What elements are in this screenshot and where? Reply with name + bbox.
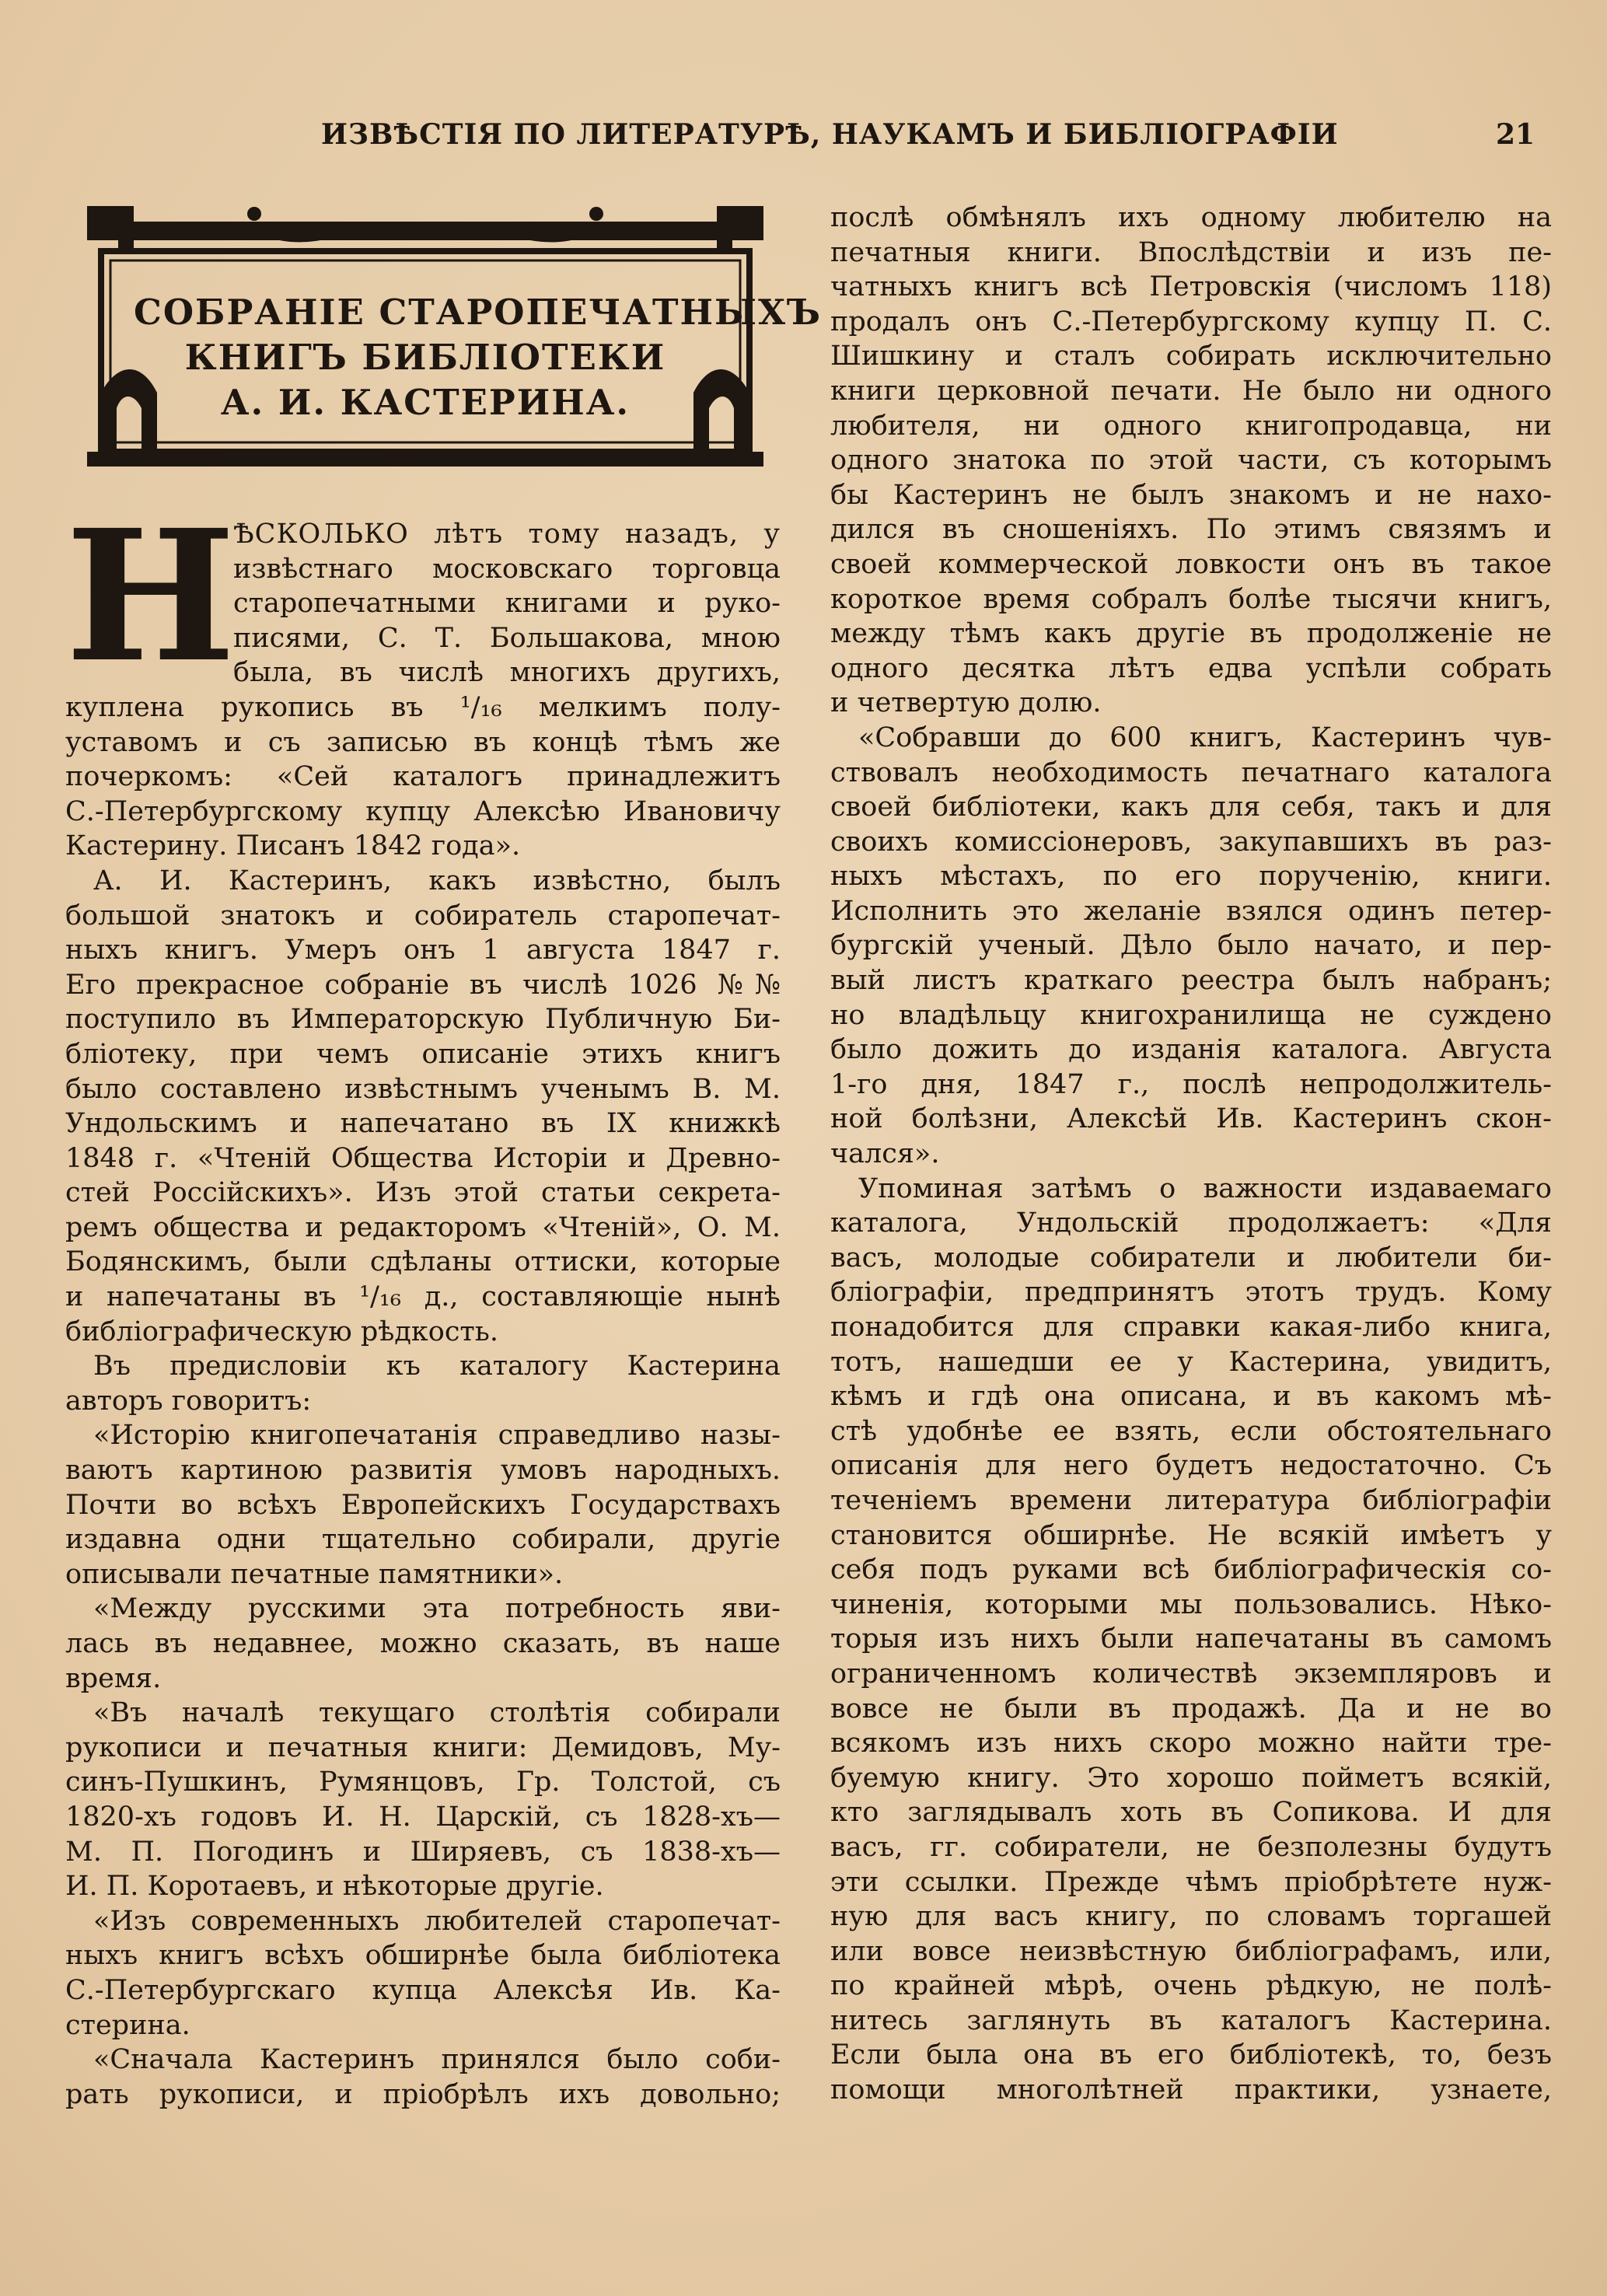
article-title [134,290,823,425]
text-line: издавна одни тщательно собирали, другіе [65,1524,781,1556]
title-line: СОБРАНІЕ СТАРОПЕЧАТНЫХЪ [134,292,823,333]
text-line: Кастерину. Писанъ 1842 года». [65,830,521,862]
text-line: и напечатаны въ ¹/₁₆ д., составляющіе нынѣ [65,1281,781,1313]
text-line: книги церковной печати. Не было ни одного [830,375,1552,407]
text-line: Исполнить это желаніе взялся одинъ петер- [830,895,1552,927]
text-line: лась въ недавнее, можно сказать, въ наше [65,1628,781,1659]
text-line: описанія для него будетъ недостаточно. Съ [830,1450,1552,1482]
text-line: чался». [830,1138,940,1170]
title-line: А. И. КАСТЕРИНА. [220,382,631,423]
drop-cap: Н [65,490,236,702]
text-line: ной болѣзни, Алексѣй Ив. Кастеринъ скон- [830,1103,1552,1135]
text-line: ремъ общества и редакторомъ «Чтеній», О. М. [65,1211,781,1243]
text-line: своей коммерческой ловкости онъ въ такое [830,548,1552,580]
text-line: ограниченномъ количествѣ экземпляровъ и [830,1658,1552,1690]
article-title-box [87,206,823,467]
text-line: Если была она въ его библіотекѣ, то, безъ [830,2039,1552,2071]
text-line: была, въ числѣ многихъ другихъ, [233,657,781,689]
text-line: Въ предисловіи къ каталогу Кастерина [93,1351,781,1382]
text-line: было дожить до изданія каталога. Августа [830,1034,1552,1066]
text-line: Ундольскимъ и напечатано въ IX книжкѣ [65,1108,781,1140]
text-line: писями, С. Т. Большакова, мною [233,622,781,654]
text-line: рукописи и печатныя книги: Демидовъ, Му- [65,1732,781,1763]
text-line: синъ-Пушкинъ, Румянцовъ, Гр. Толстой, съ [65,1767,781,1798]
text-line: каталога, Ундольскій продолжаетъ: «Для [830,1207,1552,1239]
left-column-text [65,690,781,2112]
text-line: бургскій ученый. Дѣло было начато, и пер- [830,930,1552,962]
text-line: ваютъ картиною развитія умовъ народныхъ. [65,1455,781,1487]
text-line: куплена рукопись въ ¹/₁₆ мелкимъ полу- [65,691,781,723]
text-line: М. П. Погодинъ и Ширяевъ, съ 1838-хъ— [65,1836,781,1868]
text-line: «Въ началѣ текущаго столѣтія собирали [93,1697,781,1729]
text-line: ныхъ книгъ всѣхъ обширнѣе была библіотека [65,1940,781,1972]
text-line: чиненія, которыми мы пользовались. Нѣко- [830,1588,1552,1620]
text-line: тотъ, нашедши ее у Кастерина, увидитъ, [830,1346,1552,1378]
text-line: 1848 г. «Чтеній Общества Исторіи и Древно- [65,1142,781,1174]
text-line: нитесь заглянуть въ каталогъ Кастерина. [830,2004,1552,2036]
text-line: рать рукописи, и пріобрѣлъ ихъ довольно; [65,2078,781,2110]
title-line: КНИГЪ БИБЛІОТЕКИ [184,337,666,378]
opening-paragraph [65,490,781,702]
text-line: вый листъ краткаго реестра былъ набранъ; [830,965,1552,997]
text-line: любителя, ни одного книгопродавца, ни [830,410,1552,442]
text-line: бліотеку, при чемъ описаніе этихъ книгъ [65,1038,781,1070]
text-line: «Сначала Кастеринъ принялся было соби- [93,2044,781,2076]
text-line: печатныя книги. Впослѣдствіи и изъ пе- [830,236,1552,268]
text-line: теченіемъ времени литература библіографіи [830,1484,1552,1516]
text-line: продалъ онъ С.-Петербургскому купцу П. С. [830,306,1552,337]
text-line: между тѣмъ какъ другіе въ продолженіе не [830,618,1552,650]
left-column [65,490,781,2112]
text-line: кто заглядывалъ хоть въ Сопикова. И для [830,1797,1552,1829]
text-line: ныхъ мѣстахъ, по его порученію, книги. [830,861,1552,893]
text-line: стерина. [65,2009,190,2041]
text-line: извѣстнаго московскаго торговца [233,553,781,585]
text-line: почеркомъ: «Сей каталогъ принадлежитъ [65,761,781,793]
text-line: послѣ обмѣнялъ ихъ одному любителю на [830,202,1552,233]
text-line: кѣмъ и гдѣ она описана, и въ какомъ мѣ- [830,1381,1552,1413]
text-line: всякомъ изъ нихъ скоро можно найти тре- [830,1728,1552,1760]
text-line: помощи многолѣтней практики, узнаете, [830,2074,1552,2106]
text-line: бы Кастеринъ не былъ знакомъ и не нахо- [830,479,1552,511]
text-line: большой знатокъ и собиратель старопечат- [65,900,781,931]
text-line: становится обширнѣе. Не всякій имѣетъ у [830,1519,1552,1551]
text-line: чатныхъ книгъ всѣ Петровскія (числомъ 118) [830,271,1552,303]
text-line: или вовсе неизвѣстную библіографамъ, или, [830,1935,1552,1967]
text-line: «Между русскими эта потребность яви- [93,1593,781,1625]
text-line: Шишкину и сталъ собирать исключительно [830,341,1552,372]
text-line: одного знатока по этой части, съ которымъ [830,445,1552,477]
text-line: ствовалъ необходимость печатнаго каталога [830,757,1552,788]
text-line: 1820-хъ годовъ И. Н. Царскій, съ 1828-хъ— [65,1801,781,1833]
text-line: дился въ сношеніяхъ. По этимъ связямъ и [830,514,1552,546]
text-line: своей библіотеки, какъ для себя, такъ и для [830,792,1552,823]
text-line: 1-го дня, 1847 г., послѣ непродолжитель- [830,1068,1552,1100]
text-line: Его прекрасное собраніе въ числѣ 1026 №№ [65,969,781,1001]
text-line: своихъ комиссіонеровъ, закупавшихъ въ раз- [830,826,1552,858]
text-line: Упоминая затѣмъ о важности издаваемаго [858,1172,1552,1204]
text-line: «Исторію книгопечатанія справедливо назы- [93,1420,781,1452]
text-line: буемую книгу. Это хорошо пойметъ всякій, [830,1762,1552,1794]
text-line: поступило въ Императорскую Публичную Би- [65,1004,781,1036]
text-line: бліографіи, предпринятъ этотъ трудъ. Кому [830,1277,1552,1309]
text-line: ную для васъ книгу, по словамъ торгашей [830,1901,1552,1933]
text-line: торыя изъ нихъ были напечатаны въ самомъ [830,1623,1552,1655]
text-line: И. П. Коротаевъ, и нѣкоторые другіе. [65,1871,604,1903]
text-line: но владѣльцу книгохранилища не суждено [830,999,1552,1031]
text-line: авторъ говоритъ: [65,1385,312,1417]
header-title: ИЗВѢСТІЯ ПО ЛИТЕРАТУРѢ, НАУКАМЪ И БИБЛІОГРАФІИ [321,118,1339,151]
text-line: С.-Петербургскаго купца Алексѣя Ив. Ка- [65,1974,781,2006]
text-line: А. И. Кастеринъ, какъ извѣстно, былъ [93,865,781,896]
text-line: «Изъ современныхъ любителей старопечат- [93,1905,781,1937]
running-header [0,118,1607,165]
text-line: время. [65,1662,162,1694]
text-line: себя подъ руками всѣ библіографическія со- [830,1554,1552,1586]
text-line: васъ, молодые собиратели и любители би- [830,1242,1552,1274]
text-line: ѢСКОЛЬКО лѣтъ тому назадъ, у [233,519,781,550]
text-line: одного десятка лѣтъ едва успѣли собрать [830,652,1552,684]
text-line: короткое время собралъ болѣе тысячи книгъ, [830,583,1552,615]
text-line: васъ, гг. собиратели, не безполезны будутъ [830,1831,1552,1863]
right-column [830,201,1552,2108]
text-line: Бодянскимъ, были сдѣланы оттиски, которые [65,1246,781,1278]
page-number: 21 [1496,118,1535,151]
text-line: ныхъ книгъ. Умеръ онъ 1 августа 1847 г. [65,935,781,966]
text-line: и четвертую долю. [830,687,1102,719]
text-line: было составлено извѣстнымъ ученымъ В. М. [65,1073,781,1105]
text-line: уставомъ и съ записью въ концѣ тѣмъ же [65,726,781,758]
right-column-text [830,201,1552,2108]
text-line: понадобится для справки какая-либо книга, [830,1312,1552,1343]
text-line: стей Россійскихъ». Изъ этой статьи секрета- [65,1177,781,1209]
text-line: библіографическую рѣдкость. [65,1316,498,1347]
text-line: старопечатными книгами и руко- [233,588,781,620]
text-line: С.-Петербургскому купцу Алексѣю Ивановичу [65,795,781,827]
text-line: Почти во всѣхъ Европейскихъ Государствахъ [65,1489,781,1521]
text-line: описывали печатные памятники». [65,1558,564,1590]
text-line: стѣ удобнѣе ее взять, если обстоятельнаго [830,1415,1552,1447]
text-line: «Собравши до 600 книгъ, Кастеринъ чув- [858,722,1552,753]
text-line: вовсе не были въ продажѣ. Да и не во [830,1693,1552,1725]
text-line: по крайней мѣрѣ, очень рѣдкую, не полѣ- [830,1970,1552,2002]
text-line: эти ссылки. Прежде чѣмъ пріобрѣтете нуж- [830,1866,1552,1898]
